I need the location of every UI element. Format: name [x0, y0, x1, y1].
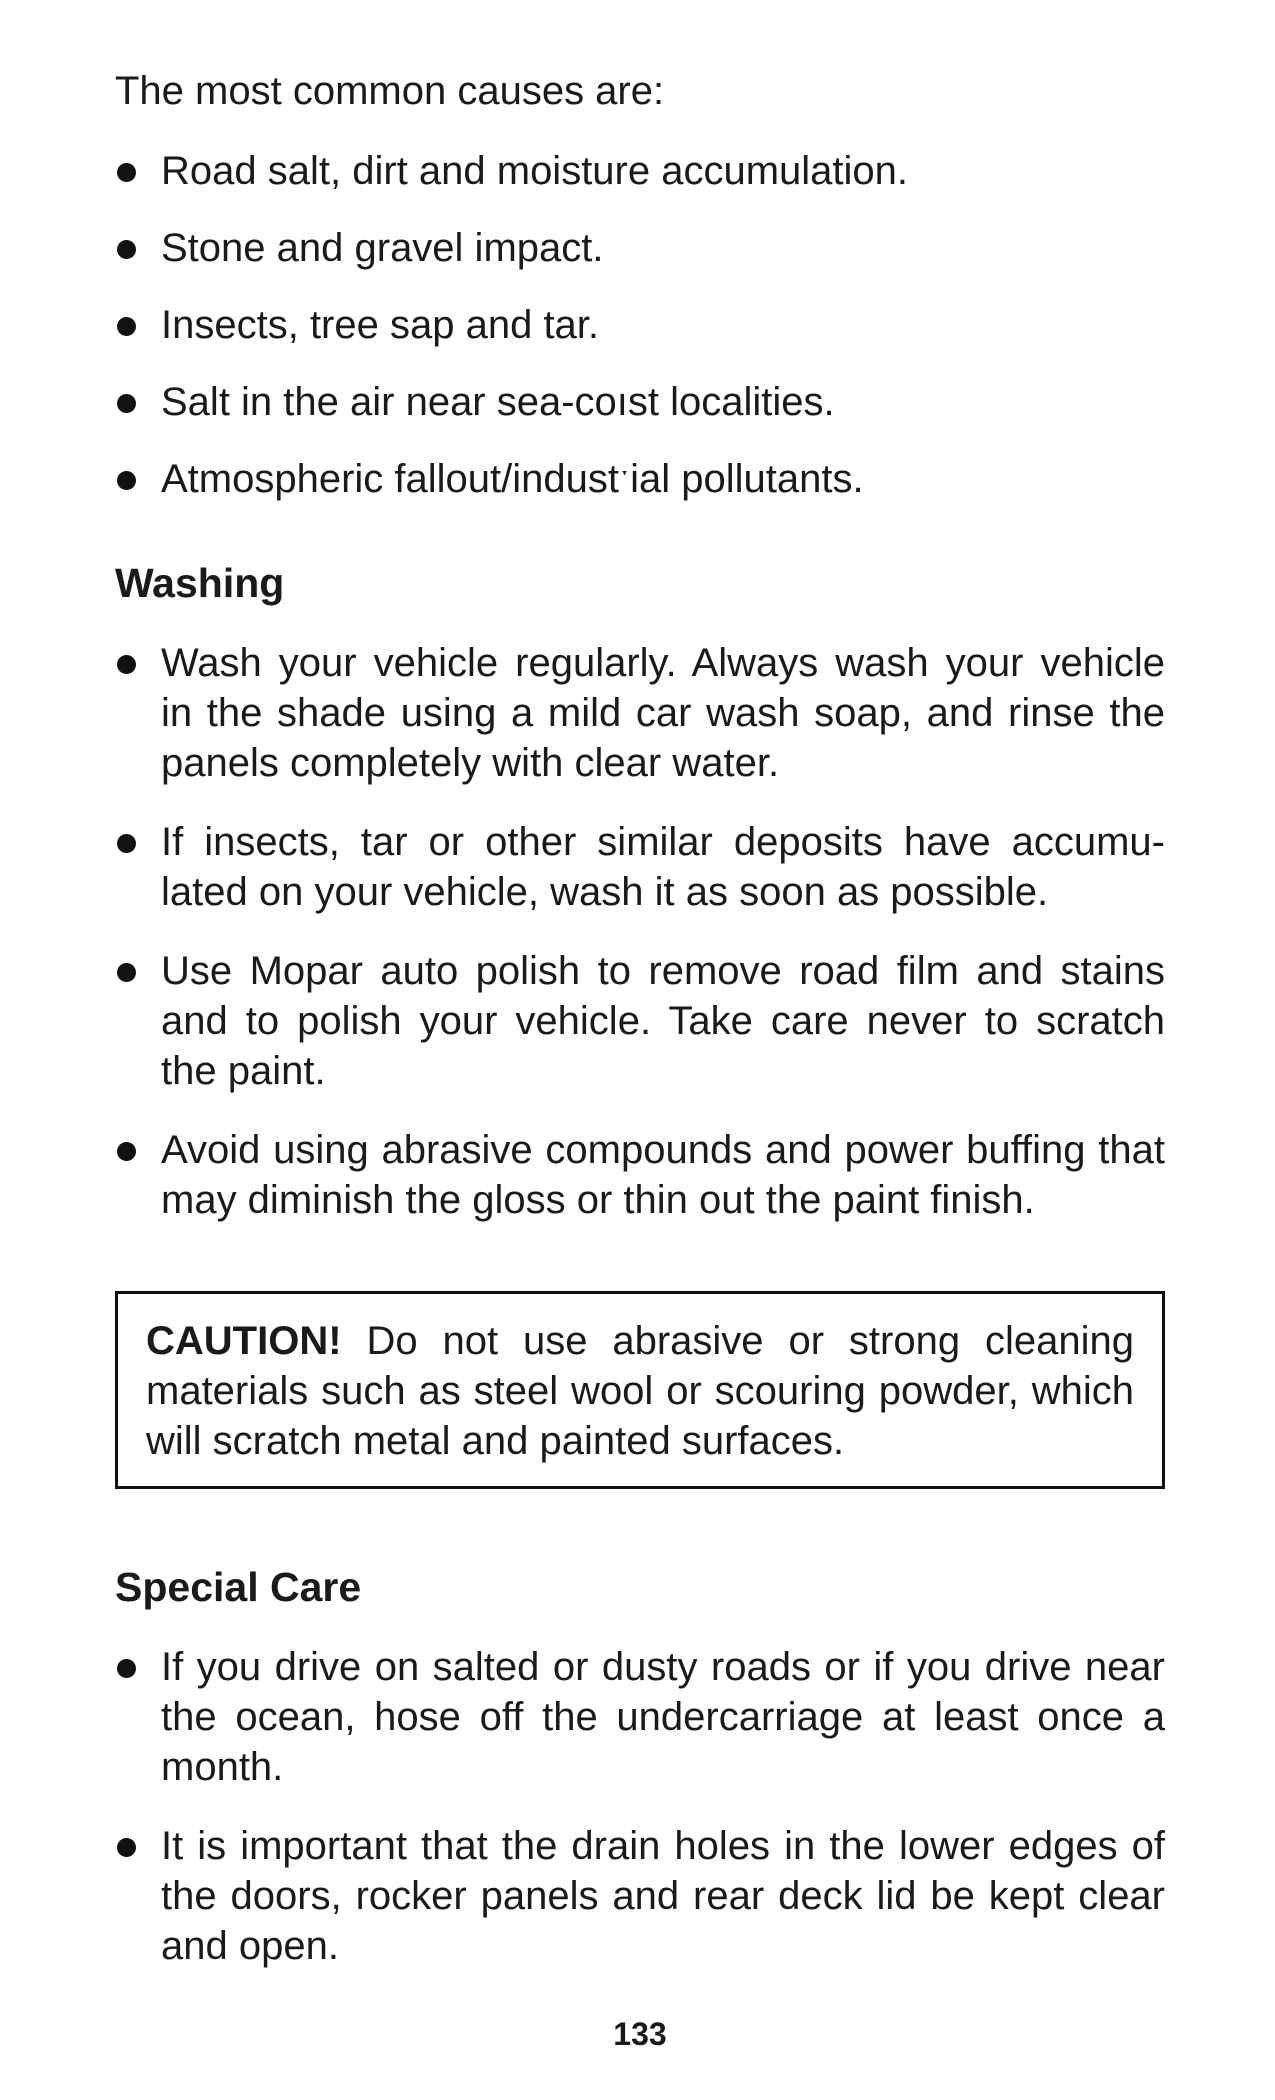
special-care-list: [115, 1642, 1165, 2000]
list-item: [115, 1642, 1165, 1792]
list-item-text: Wash your vehicle regularly. Always wash your vehicle in the shade using a mild car wash soap, and rinse the panels completely with clear water.: [161, 641, 1165, 785]
caution-label: CAUTION!: [146, 1319, 342, 1363]
list-item: [115, 223, 1165, 273]
list-item: [115, 454, 1165, 504]
bullet-icon: [117, 317, 136, 336]
bullet-icon: [117, 834, 136, 853]
list-item: [115, 300, 1165, 350]
list-item: [115, 946, 1165, 1096]
bullet-icon: [117, 471, 136, 490]
bullet-icon: [117, 240, 136, 259]
intro-text: The most common causes are:: [115, 69, 665, 113]
bullet-icon: [117, 963, 136, 982]
list-item-text: Insects, tree sap and tar.: [161, 303, 600, 347]
list-item-text: Stone and gravel impact.: [161, 226, 604, 270]
caution-box: [115, 1291, 1165, 1489]
bullet-icon: [117, 1142, 136, 1161]
washing-list: [115, 638, 1165, 1254]
list-item: [115, 146, 1165, 196]
list-item-text: Road salt, dirt and moisture accumulation.: [161, 149, 909, 193]
bullet-icon: [117, 1659, 136, 1678]
list-item: [115, 638, 1165, 788]
list-item-text: If you drive on salted or dusty roads or if you drive near the ocean, hose off the undercarriage at least once a month.: [161, 1645, 1165, 1789]
causes-list: [115, 146, 1165, 531]
list-item-text: Use Mopar auto polish to remove road film and stains and to polish your vehicle. Take care never to scratch the paint.: [161, 949, 1165, 1093]
list-item: [115, 817, 1165, 917]
list-item: [115, 1125, 1165, 1225]
bullet-icon: [117, 394, 136, 413]
list-item: [115, 1821, 1165, 1971]
page-number: 133: [613, 2016, 667, 2052]
list-item-text: If insects, tar or other similar deposits have accumu-lated on your vehicle, wash it as soon as possible.: [161, 820, 1165, 914]
list-item: [115, 377, 1165, 427]
caution-text: Do not use abrasive or strong cleaning materials such as steel wool or scouring powder, which will scratch metal and painted surfaces.: [146, 1319, 1134, 1463]
bullet-icon: [117, 655, 136, 674]
bullet-icon: [117, 163, 136, 182]
list-item-text: It is important that the drain holes in the lower edges of the doors, rocker panels and rear deck lid be kept clear and open.: [161, 1824, 1165, 1968]
list-item-text: Salt in the air near sea-coıst localities.: [161, 380, 835, 424]
list-item-text: Atmospheric fallout/industˑial pollutants.: [161, 457, 864, 501]
bullet-icon: [117, 1838, 136, 1857]
special-care-heading: Special Care: [115, 1564, 362, 1610]
list-item-text: Avoid using abrasive compounds and power buffing that may diminish the gloss or thin out the paint finish.: [161, 1128, 1165, 1222]
washing-heading: Washing: [115, 560, 285, 606]
